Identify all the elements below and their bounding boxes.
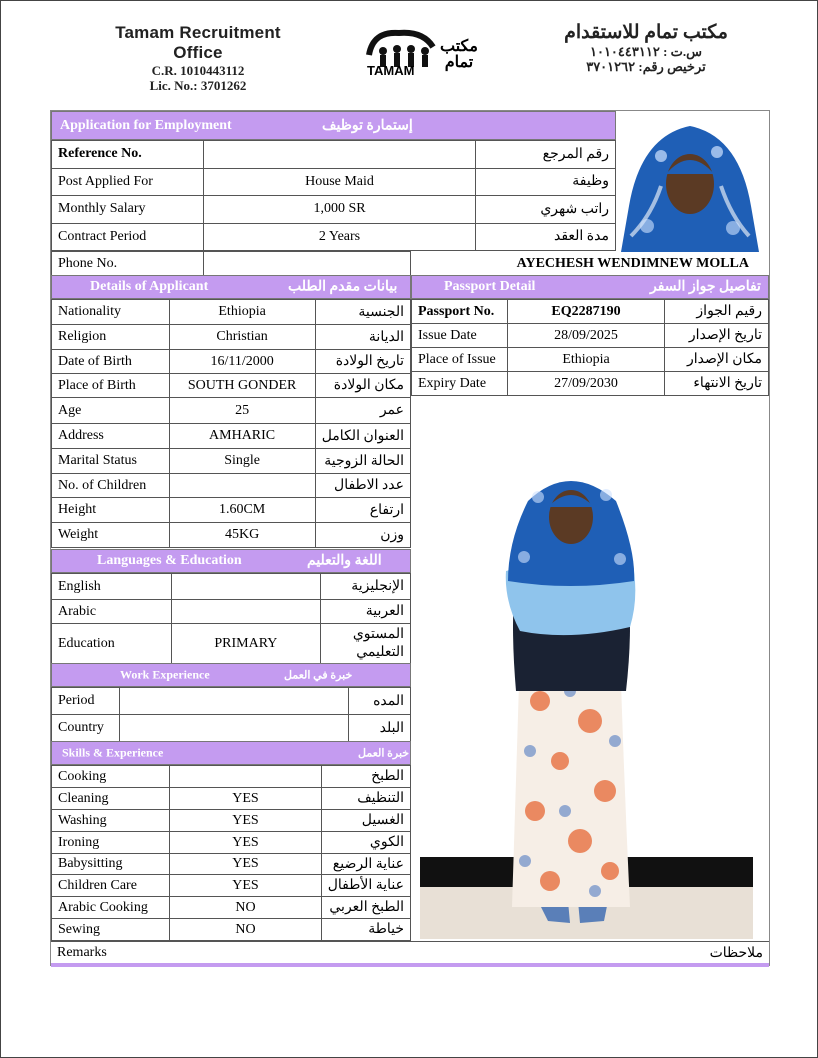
details-label-en: Nationality <box>52 300 170 325</box>
application-value: 2 Years <box>204 223 476 251</box>
application-title-en: Application for Employment <box>60 117 232 133</box>
details-row <box>52 350 411 374</box>
passport-value: 27/09/2030 <box>507 372 664 396</box>
work-section-header <box>51 663 411 687</box>
skills-title-ar: خبرة العمل <box>358 747 410 760</box>
language-row <box>52 600 411 624</box>
language-value: PRIMARY <box>171 624 321 664</box>
details-label-en: Place of Birth <box>52 374 170 398</box>
details-label-en: Age <box>52 398 170 424</box>
details-label-ar: وزن <box>315 523 410 548</box>
office-name-en: Tamam Recruitment Office <box>115 23 281 62</box>
details-row <box>52 424 411 449</box>
application-label-ar: راتب شهري <box>476 196 616 224</box>
skill-label-en: Ironing <box>52 832 170 854</box>
phone-table <box>51 251 411 276</box>
details-label-ar: عدد الاطفال <box>315 474 410 498</box>
work-value <box>119 715 348 742</box>
details-row <box>52 300 411 325</box>
language-row <box>52 574 411 600</box>
details-row <box>52 374 411 398</box>
office-name-ar: مكتب تمام للاستقدام <box>564 22 728 43</box>
tamam-logo <box>363 25 483 81</box>
license-number-en: Lic. No.: 3701262 <box>149 78 247 93</box>
details-row <box>52 523 411 548</box>
skill-label-ar: عناية الأطفال <box>321 875 410 897</box>
details-value: 25 <box>169 398 315 424</box>
application-label-en: Reference No. <box>52 141 204 169</box>
skill-label-en: Arabic Cooking <box>52 897 170 919</box>
skill-row <box>52 875 411 897</box>
skill-label-ar: الغسيل <box>321 810 410 832</box>
details-label-en: Marital Status <box>52 449 170 474</box>
language-label-en: Arabic <box>52 600 172 624</box>
details-section-header <box>51 275 411 299</box>
passport-value: Ethiopia <box>507 348 664 372</box>
remarks-row <box>51 941 769 964</box>
work-table <box>51 687 411 742</box>
passport-table <box>411 299 769 396</box>
skill-value: YES <box>170 810 321 832</box>
skill-label-en: Cooking <box>52 766 170 788</box>
passport-label-en: Issue Date <box>412 324 508 348</box>
cr-number-ar: س.ت : ١٠١٠٤٤٣١١٢ <box>589 44 702 59</box>
language-label-ar: الإنجليزية <box>321 574 411 600</box>
details-label-en: No. of Children <box>52 474 170 498</box>
details-label-ar: العنوان الكامل <box>315 424 410 449</box>
details-label-en: Religion <box>52 325 170 350</box>
skill-label-en: Washing <box>52 810 170 832</box>
languages-title-en: Languages & Education <box>97 553 242 568</box>
passport-row <box>412 324 769 348</box>
passport-section-header <box>411 275 769 299</box>
passport-row <box>412 300 769 324</box>
bottom-purple-bar <box>51 963 769 967</box>
application-label-en: Monthly Salary <box>52 196 204 224</box>
language-label-en: Education <box>52 624 172 664</box>
passport-title-ar: تفاصيل جواز السفر <box>650 279 761 295</box>
skill-row <box>52 788 411 810</box>
passport-title-en: Passport Detail <box>444 279 536 294</box>
passport-label-ar: مكان الإصدار <box>665 348 769 372</box>
application-row <box>52 141 616 169</box>
passport-row <box>412 348 769 372</box>
skill-label-en: Children Care <box>52 875 170 897</box>
passport-label-en: Passport No. <box>412 300 508 324</box>
work-label-en: Country <box>52 715 120 742</box>
passport-label-ar: رقيم الجواز <box>665 300 769 324</box>
application-label-en: Contract Period <box>52 223 204 251</box>
work-label-en: Period <box>52 688 120 715</box>
skill-value: YES <box>170 788 321 810</box>
applicant-portrait-photo <box>621 116 759 252</box>
passport-label-en: Expiry Date <box>412 372 508 396</box>
details-value <box>169 474 315 498</box>
logo-text: TAMAM <box>367 63 415 78</box>
work-row <box>52 688 411 715</box>
details-label-ar: الجنسية <box>315 300 410 325</box>
application-label-ar: وظيفة <box>476 168 616 196</box>
details-row <box>52 398 411 424</box>
cr-number-en: C.R. 1010443112 <box>151 63 245 78</box>
remarks-label-ar: ملاحظات <box>709 946 763 961</box>
skill-label-ar: التنظيف <box>321 788 410 810</box>
skills-section-header <box>51 741 411 765</box>
details-value: Ethiopia <box>169 300 315 325</box>
details-title-ar: بيانات مقدم الطلب <box>288 279 398 295</box>
passport-label-en: Place of Issue <box>412 348 508 372</box>
applicant-full-photo <box>420 461 753 939</box>
passport-value: EQ2287190 <box>507 300 664 324</box>
details-value: AMHARIC <box>169 424 315 449</box>
passport-row <box>412 372 769 396</box>
skill-row <box>52 832 411 854</box>
logo-arabic-text: مكتب تمام <box>440 38 478 71</box>
skills-table <box>51 765 411 941</box>
language-label-en: English <box>52 574 172 600</box>
skill-row <box>52 854 411 875</box>
details-label-ar: الديانة <box>315 325 410 350</box>
license-number-ar: ترخيص رقم: ٣٧٠١٢٦٢ <box>586 59 706 74</box>
office-header-en <box>93 23 303 93</box>
skill-label-ar: الطبخ العربي <box>321 897 410 919</box>
skill-label-ar: الكوي <box>321 832 410 854</box>
skill-label-ar: عناية الرضيع <box>321 854 410 875</box>
work-value <box>119 688 348 715</box>
skill-value: YES <box>170 854 321 875</box>
phone-value <box>204 252 411 276</box>
application-row <box>52 196 616 224</box>
application-label-ar: مدة العقد <box>476 223 616 251</box>
application-value <box>204 141 476 169</box>
skill-label-ar: الطبخ <box>321 766 410 788</box>
details-value: 45KG <box>169 523 315 548</box>
applicant-name: AYECHESH WENDIMNEW MOLLA <box>516 256 749 271</box>
application-row <box>52 168 616 196</box>
work-label-ar: البلد <box>349 715 411 742</box>
language-value <box>171 600 321 624</box>
details-label-ar: الحالة الزوجية <box>315 449 410 474</box>
language-row <box>52 624 411 664</box>
work-title-ar: خبرة في العمل <box>284 669 353 682</box>
details-row <box>52 325 411 350</box>
application-section-header <box>51 111 616 140</box>
passport-value: 28/09/2025 <box>507 324 664 348</box>
skill-label-ar: خياطة <box>321 919 410 941</box>
application-row <box>52 223 616 251</box>
skill-value <box>170 766 321 788</box>
skill-row <box>52 897 411 919</box>
details-label-ar: عمر <box>315 398 410 424</box>
languages-table <box>51 573 411 664</box>
details-table <box>51 299 411 548</box>
application-title-ar: إستمارة توظيف <box>322 118 413 133</box>
details-label-en: Height <box>52 498 170 523</box>
work-title-en: Work Experience <box>120 667 210 682</box>
passport-label-ar: تاريخ الانتهاء <box>665 372 769 396</box>
application-table <box>51 140 616 251</box>
skill-row <box>52 766 411 788</box>
details-label-ar: ارتفاع <box>315 498 410 523</box>
details-title-en: Details of Applicant <box>90 279 209 294</box>
details-value: Christian <box>169 325 315 350</box>
skill-label-en: Cleaning <box>52 788 170 810</box>
language-label-ar: العربية <box>321 600 411 624</box>
details-label-en: Date of Birth <box>52 350 170 374</box>
languages-section-header <box>51 549 411 573</box>
languages-title-ar: اللغة والتعليم <box>307 553 382 569</box>
skill-value: NO <box>170 897 321 919</box>
skill-row <box>52 919 411 941</box>
details-value: Single <box>169 449 315 474</box>
phone-label: Phone No. <box>52 252 204 276</box>
work-label-ar: المده <box>349 688 411 715</box>
details-label-en: Address <box>52 424 170 449</box>
details-row <box>52 498 411 523</box>
skill-value: NO <box>170 919 321 941</box>
passport-label-ar: تاريخ الإصدار <box>665 324 769 348</box>
application-value: House Maid <box>204 168 476 196</box>
remarks-label-en: Remarks <box>57 945 107 960</box>
details-label-en: Weight <box>52 523 170 548</box>
details-label-ar: مكان الولادة <box>315 374 410 398</box>
application-label-en: Post Applied For <box>52 168 204 196</box>
skill-label-en: Babysitting <box>52 854 170 875</box>
application-label-ar: رقم المرجع <box>476 141 616 169</box>
office-header-ar <box>541 21 751 74</box>
details-value: 1.60CM <box>169 498 315 523</box>
details-row <box>52 474 411 498</box>
language-label-ar: المستوي التعليمي <box>321 624 411 664</box>
details-value: SOUTH GONDER <box>169 374 315 398</box>
details-value: 16/11/2000 <box>169 350 315 374</box>
details-label-ar: تاريخ الولادة <box>315 350 410 374</box>
work-row <box>52 715 411 742</box>
skill-value: YES <box>170 875 321 897</box>
application-value: 1,000 SR <box>204 196 476 224</box>
skills-title-en: Skills & Experience <box>62 745 164 760</box>
language-value <box>171 574 321 600</box>
skill-label-en: Sewing <box>52 919 170 941</box>
details-row <box>52 449 411 474</box>
skill-row <box>52 810 411 832</box>
skill-value: YES <box>170 832 321 854</box>
